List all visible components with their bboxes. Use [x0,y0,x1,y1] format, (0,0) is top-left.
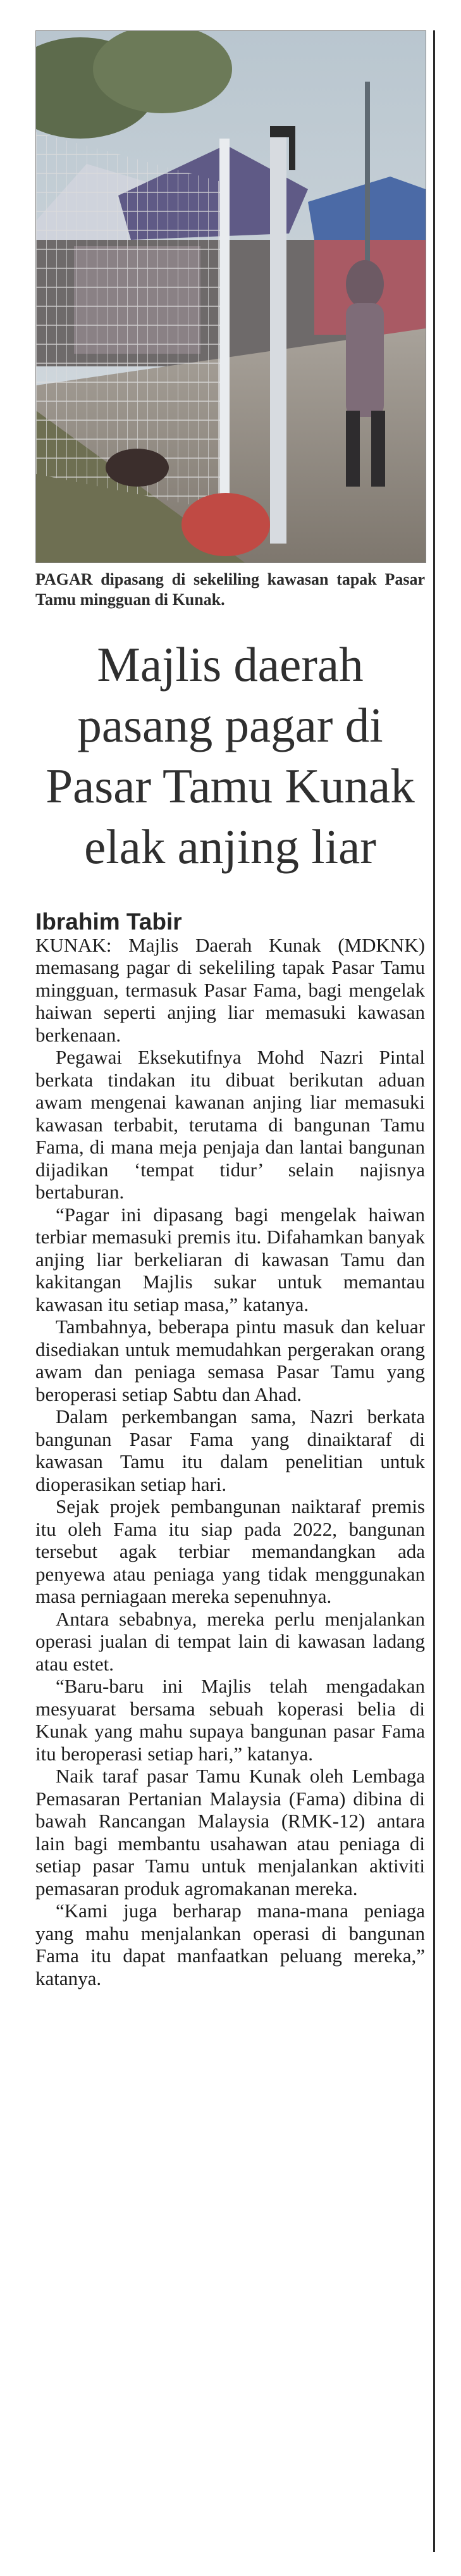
paragraph: Antara sebabnya, mereka perlu menjalankan operasi jualan di tempat lain di kawasan ladang atau estet. [35,1607,425,1675]
paragraph: Tambahnya, beberapa pintu masuk dan keluar disediakan untuk memudahkan pergerakan orang awam dan peniaga semasa Pasar Tamu yang beroperasi setiap Sabtu dan Ahad. [35,1316,425,1405]
paragraph: “Baru-baru ini Majlis telah mengadakan mesyuarat bersama sebuah koperasi belia di Kunak yang mahu supaya bangunan pasar Fama itu beroperasi setiap hari,” katanya. [35,1675,425,1765]
headline: Majlis daerah pasang pagar di Pasar Tamu Kunak elak anjing liar [46,637,415,874]
byline: Ibrahim Tabir [35,908,182,935]
paragraph: “Kami juga berharap mana-mana peniaga yang mahu menjalankan operasi di bangunan Fama itu dapat manfaatkan peluang mereka,” katanya. [35,1900,425,1989]
photo-caption: PAGAR dipasang di sekeliling kawasan tapak Pasar Tamu mingguan di Kunak. [35,570,425,609]
paragraph: Dalam perkembangan sama, Nazri berkata bangunan Pasar Fama yang dinaiktaraf di kawasan Tamu itu dalam penelitian untuk dioperasikan setiap hari. [35,1405,425,1495]
paragraph: “Pagar ini dipasang bagi mengelak haiwan terbiar memasuki premis itu. Difahamkan banyak anjing liar berkeliaran di kawasan Tamu dan kakitangan Majlis sukar untuk memantau kawasan itu setiap masa,” katanya. [35,1203,425,1316]
paragraph: KUNAK: Majlis Daerah Kunak (MDKNK) memasang pagar di sekeliling tapak Pasar Tamu mingguan, termasuk Pasar Fama, bagi mengelak haiwan seperti anjing liar memasuki kawasan berkenaan. [35,933,425,1046]
paragraph: Pegawai Eksekutifnya Mohd Nazri Pintal berkata tindakan itu dibuat berikutan aduan awam mengenai kawanan anjing liar memasuki kawasan terbabit, terutama di bangunan Tamu Fama, di mana meja penjaja dan lantai bangunan dijadikan ‘tempat tidur’ selain najisnya bertaburan. [35,1046,425,1204]
paragraph: Naik taraf pasar Tamu Kunak oleh Lembaga Pemasaran Pertanian Malaysia (Fama) dibina di bawah Rancangan Malaysia (RMK-12) antara lain bagi membantu usahawan atau peniaga di setiap pasar Tamu untuk menjalankan aktiviti pemasaran produk agromakanan mereka. [35,1765,425,1900]
news-photo [35,30,426,563]
article [35,30,425,1989]
article-body [35,934,425,1990]
paragraph: Sejak projek pembangunan naiktaraf premis itu oleh Fama itu siap pada 2022, bangunan tersebut agak terbiar memandangkan ada penyewa atau peniaga yang tidak menggunakan masa perniagaan mereka sepenuhnya. [35,1495,425,1608]
fence-market-photo-icon [36,31,426,563]
column-rule [433,30,435,2552]
